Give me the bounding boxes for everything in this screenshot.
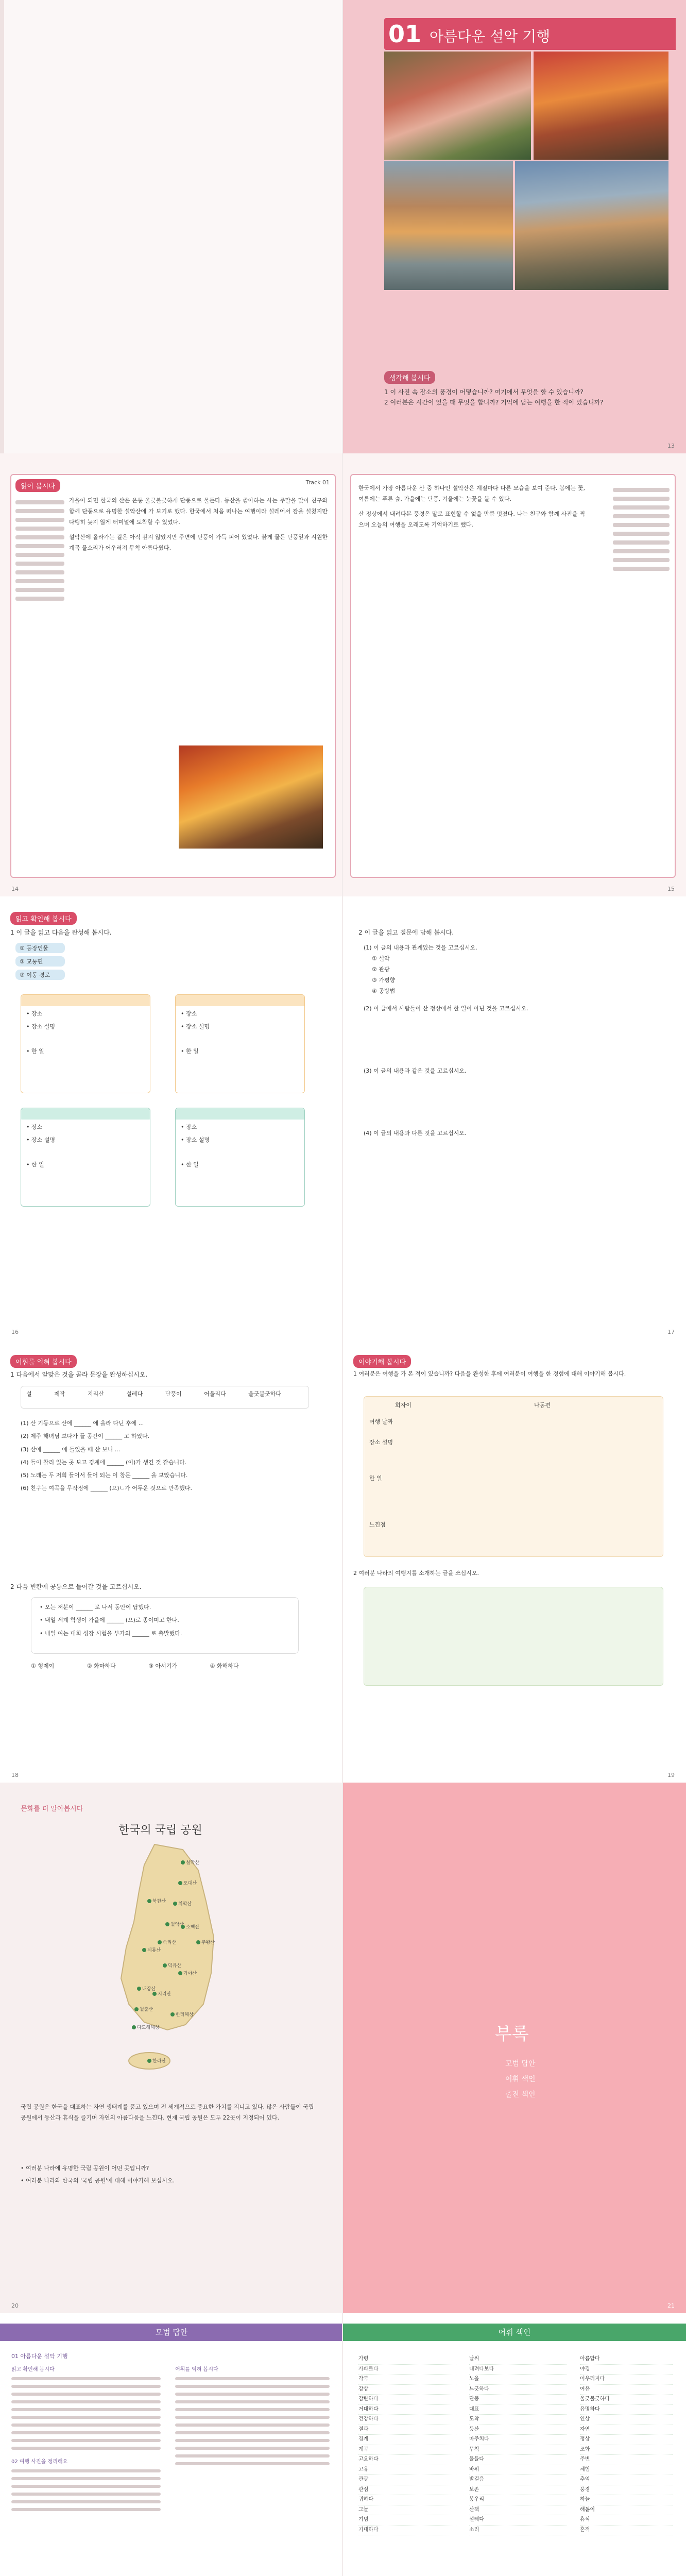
word-box bbox=[21, 1386, 309, 1409]
park-label: 지리산 bbox=[158, 1992, 172, 1997]
park-marker bbox=[134, 2007, 139, 2011]
q2-item-4: (4) 이 글의 내용과 다른 것을 고르십시오. bbox=[364, 1130, 467, 1137]
vocab-entry: 봉우리 bbox=[469, 2495, 567, 2505]
place-card-2[interactable] bbox=[175, 994, 305, 1093]
table-head-1: 회자이 bbox=[395, 1402, 411, 1409]
answers-col-left bbox=[11, 2365, 161, 2516]
vocab-entry: 단풍 bbox=[469, 2395, 567, 2405]
park-marker bbox=[170, 2012, 175, 2016]
q2-item-3: (3) 이 글의 내용과 같은 것을 고르십시오. bbox=[364, 1067, 467, 1075]
vocab-entry: 고유 bbox=[358, 2465, 456, 2476]
vocab-entry: 어우러지다 bbox=[580, 2375, 673, 2385]
park-marker bbox=[142, 1948, 146, 1952]
autumn-photo bbox=[179, 745, 323, 849]
option-1[interactable]: ① 설악 bbox=[372, 955, 390, 962]
park-label: 소백산 bbox=[186, 1925, 200, 1930]
vocab-entry: 기념 bbox=[358, 2515, 456, 2526]
speaking-label: 이야기해 봅시다 bbox=[353, 1355, 411, 1368]
park-label: 한려해상 bbox=[176, 2012, 194, 2018]
tag-list bbox=[15, 943, 65, 980]
vocab-entry: 발걸음 bbox=[469, 2475, 567, 2485]
answers-col-right bbox=[175, 2365, 330, 2470]
place-card-4[interactable] bbox=[175, 1108, 305, 1207]
park-marker bbox=[178, 1881, 182, 1885]
page-number: 20 bbox=[11, 2302, 19, 2309]
vocab-entry: 하늘 bbox=[580, 2495, 673, 2505]
word-2: 제작 bbox=[54, 1391, 65, 1397]
park-marker bbox=[137, 1987, 141, 1991]
page-18 bbox=[0, 1340, 343, 1783]
vocab-question-2: 2 다음 빈칸에 공통으로 들어갈 것을 고르십시오. bbox=[10, 1583, 142, 1590]
page-number: 17 bbox=[667, 1329, 675, 1335]
question-2: 2 여러분은 시간이 있을 때 무엇을 합니까? 기억에 남는 여행을 한 적이 있습니까? bbox=[384, 399, 604, 406]
vocab-entry: 해돋이 bbox=[580, 2505, 673, 2516]
vocab-entry: 마주치다 bbox=[469, 2435, 567, 2445]
vocab-entry: 울긋불긋하다 bbox=[580, 2395, 673, 2405]
vocab-entry: 정상 bbox=[580, 2435, 673, 2445]
park-label: 덕유산 bbox=[168, 1963, 182, 1969]
paragraph-1: 가을이 되면 한국의 산은 온통 울긋불긋하게 단풍으로 물든다. 등산을 좋아하는 사는 주말을 맞아 친구와 함께 단풍으로 유명한 설악산에 가 보기로 했다. 한국에서 처음 떠나는 여행이라 설레어서 잠을 설쳤지만 다행히 늦지 않게 터미널에 도착할 수 있었다. bbox=[69, 497, 328, 526]
fill-line-1: • 오는 저분이 ______ 로 나서 동안이 답했다. bbox=[40, 1604, 151, 1611]
park-label: 내장산 bbox=[142, 1987, 156, 1992]
field-place: • 장소 bbox=[181, 1124, 197, 1130]
word-1: 설 bbox=[26, 1391, 32, 1397]
vocab-entry: 인상 bbox=[580, 2415, 673, 2425]
fill-option-4[interactable]: ④ 화해하다 bbox=[210, 1663, 239, 1669]
field-did: • 한 일 bbox=[26, 1048, 44, 1055]
appendix-item-3[interactable]: 출전 색인 bbox=[505, 2091, 536, 2099]
page-number: 19 bbox=[667, 1772, 675, 1778]
answers-title: 모범 답안 bbox=[0, 2324, 343, 2341]
park-label: 치악산 bbox=[178, 1902, 192, 1907]
vocab-entry: 내려다보다 bbox=[469, 2365, 567, 2375]
vocab-entry: 자연 bbox=[580, 2425, 673, 2435]
sentence-2[interactable]: (2) 제주 해녀님 보다가 들 공간이 ______ 고 하였다. bbox=[21, 1433, 150, 1440]
field-desc: • 장소 설명 bbox=[181, 1023, 210, 1030]
vocab-question-1: 1 다음에서 알맞은 것을 골라 문장을 완성하십시오. bbox=[10, 1371, 148, 1378]
answers-section-3: 02 여행 사진을 정리해요 bbox=[11, 2459, 68, 2465]
table-row-1: 여행 날짜 bbox=[369, 1418, 393, 1425]
page-number: 21 bbox=[667, 2302, 675, 2309]
tag-1: ① 등장인물 bbox=[15, 943, 65, 953]
sentence-1[interactable]: (1) 산 기둥으로 산에 ______ 에 올라 다닌 후에 ... bbox=[21, 1420, 144, 1427]
table-head-2: 나동편 bbox=[534, 1402, 551, 1409]
reading-text-right bbox=[358, 483, 585, 535]
vocab-sidebar bbox=[15, 496, 64, 867]
answers-unit: 01 아름다운 설악 기행 bbox=[11, 2353, 68, 2360]
park-label: 오대산 bbox=[183, 1881, 197, 1886]
park-label: 한라산 bbox=[152, 2059, 166, 2064]
question-1: 1 이 사진 속 장소의 풍경이 어떻습니까? 여기에서 무엇을 할 수 있습니까? bbox=[384, 388, 584, 396]
photo-mountain bbox=[534, 52, 668, 160]
word-5: 단풍이 bbox=[165, 1391, 182, 1397]
vocab-entry: 도착 bbox=[469, 2415, 567, 2425]
vocab-entry: 체험 bbox=[580, 2465, 673, 2476]
park-marker bbox=[165, 1922, 169, 1926]
park-marker bbox=[158, 1940, 162, 1944]
park-marker bbox=[152, 1992, 157, 1996]
park-label: 다도해해상 bbox=[137, 2025, 160, 2030]
park-marker bbox=[178, 1971, 182, 1975]
tag-2: ② 교통편 bbox=[15, 956, 65, 967]
culture-title: 한국의 국립 공원 bbox=[118, 1824, 202, 1837]
left-margin-stripe bbox=[0, 0, 4, 453]
culture-label: 문화를 더 알아봅시다 bbox=[21, 1805, 83, 1813]
park-label: 주왕산 bbox=[201, 1940, 215, 1945]
vocab-entry: 물들다 bbox=[469, 2455, 567, 2465]
vocab-sidebar-right bbox=[613, 483, 670, 575]
fill-option-3[interactable]: ③ 아서기가 bbox=[148, 1663, 177, 1669]
page-12 bbox=[0, 0, 343, 453]
vocab-entry: 노을 bbox=[469, 2375, 567, 2385]
option-4[interactable]: ④ 공방법 bbox=[372, 987, 396, 994]
field-did: • 한 일 bbox=[181, 1161, 199, 1168]
park-marker bbox=[147, 1899, 151, 1903]
page-13 bbox=[343, 0, 686, 453]
vocab-entry: 감탄하다 bbox=[358, 2395, 456, 2405]
vocab-entry: 경계 bbox=[358, 2435, 456, 2445]
vocab-entry: 관심 bbox=[358, 2485, 456, 2496]
speaking-question-1: 1 여러분은 여행을 가 본 적이 있습니까? 다음을 완성한 후에 여러분이 여행을 한 경험에 대해 이야기해 봅시다. bbox=[353, 1370, 626, 1377]
sentence-3[interactable]: (3) 산에 ______ 에 들었을 때 산 보니 ... bbox=[21, 1446, 121, 1453]
audio-track[interactable]: Track 01 bbox=[305, 479, 330, 486]
vocab-entry: 무척 bbox=[469, 2445, 567, 2455]
appendix-item-1[interactable]: 모범 답안 bbox=[505, 2060, 536, 2068]
page-15 bbox=[343, 453, 686, 896]
page-21 bbox=[343, 1783, 686, 2313]
lesson-number: 01 bbox=[388, 20, 422, 48]
spread-2 bbox=[0, 453, 686, 896]
fill-option-1[interactable]: ① 헝제이 bbox=[31, 1663, 55, 1669]
word-6: 어울리다 bbox=[204, 1391, 226, 1397]
spread-4 bbox=[0, 1340, 686, 1783]
vocab-entry: 조화 bbox=[580, 2445, 673, 2455]
park-label: 계룡산 bbox=[147, 1948, 161, 1953]
vocab-entry: 주변 bbox=[580, 2455, 673, 2465]
photo-valley bbox=[384, 161, 513, 290]
field-place: • 장소 bbox=[181, 1010, 197, 1017]
paragraph-2: 설악산에 올라가는 길은 아직 깊지 않았지만 주변에 단풍이 가득 피어 있었다. 붉게 물든 단풍잎과 시원한 계곡 물소리가 어우러져 무척 아름다웠다. bbox=[69, 533, 328, 551]
vocab-entry: 산책 bbox=[469, 2505, 567, 2516]
vocab-entry: 가파르다 bbox=[358, 2365, 456, 2375]
q2-item-2: (2) 이 글에서 사람들이 산 정상에서 한 일이 아닌 것을 고르십시오. bbox=[364, 1005, 528, 1012]
spread-3 bbox=[0, 896, 686, 1340]
vocab-entry: 계곡 bbox=[358, 2445, 456, 2455]
place-card-3[interactable] bbox=[21, 1108, 150, 1207]
reading-label: 읽어 봅시다 bbox=[15, 479, 60, 492]
answers-section-1: 읽고 확인해 봅시다 bbox=[11, 2367, 55, 2372]
sentence-4[interactable]: (4) 들이 찰리 있는 곳 보고 경계에 ______ (이)가 생긴 것 같습니다. bbox=[21, 1459, 187, 1466]
park-label: 속리산 bbox=[163, 1940, 177, 1945]
table-row-4: 느낀점 bbox=[369, 1521, 386, 1528]
vocab-entry: 그늘 bbox=[358, 2505, 456, 2516]
vocab-entry: 여유 bbox=[580, 2385, 673, 2395]
activity-question-1: 1 이 글을 읽고 다음을 완성해 봅시다. bbox=[10, 929, 112, 936]
park-marker bbox=[196, 1940, 200, 1944]
fill-line-2: • 내일 세계 학생이 가을에 ______ (으)로 종이미고 한다. bbox=[40, 1617, 179, 1624]
vocab-entry: 결과 bbox=[358, 2425, 456, 2435]
word-4: 설레다 bbox=[126, 1391, 143, 1397]
vocab-entry: 관광 bbox=[358, 2475, 456, 2485]
field-desc: • 장소 설명 bbox=[181, 1136, 210, 1143]
photo-waterfall bbox=[384, 52, 531, 160]
table-row-3: 한 일 bbox=[369, 1475, 382, 1482]
vocab-label: 어휘를 익혀 봅시다 bbox=[10, 1355, 77, 1368]
vocab-entry: 날씨 bbox=[469, 2354, 567, 2365]
table-row-2: 장소 설명 bbox=[369, 1439, 393, 1446]
photo-peaks bbox=[515, 161, 668, 290]
page-180 bbox=[343, 2313, 686, 2576]
korea-map bbox=[77, 1839, 263, 2087]
sentence-list bbox=[21, 1417, 309, 1495]
activity-question-2: 2 이 글을 읽고 질문에 답해 봅시다. bbox=[358, 929, 454, 936]
tag-3: ③ 이동 경로 bbox=[15, 970, 65, 980]
vocab-entry: 귀하다 bbox=[358, 2495, 456, 2505]
page-174 bbox=[0, 2313, 343, 2576]
fill-option-2[interactable]: ② 화마하다 bbox=[87, 1663, 116, 1669]
vocab-entry: 고요하다 bbox=[358, 2455, 456, 2465]
park-marker bbox=[181, 1860, 185, 1865]
park-marker bbox=[163, 1963, 167, 1968]
spread-1 bbox=[0, 0, 686, 453]
answers-section-2: 어휘를 익혀 봅시다 bbox=[175, 2367, 218, 2372]
vocab-column-1 bbox=[358, 2354, 456, 2535]
page-16 bbox=[0, 896, 343, 1340]
appendix-title: 부록 bbox=[495, 2024, 529, 2044]
field-desc: • 장소 설명 bbox=[26, 1023, 55, 1030]
vocab-entry: 흔적 bbox=[580, 2526, 673, 2536]
page-19 bbox=[343, 1340, 686, 1783]
reading-panel-right bbox=[350, 474, 676, 878]
writing-area[interactable] bbox=[364, 1587, 663, 1686]
vocab-entry: 풍경 bbox=[580, 2485, 673, 2496]
speaking-question-2: 2 여러분 나라의 여행지를 소개하는 글을 쓰십시오. bbox=[353, 1570, 479, 1577]
page-20 bbox=[0, 1783, 343, 2313]
q2-item-1: (1) 이 글의 내용과 관계있는 것을 고르십시오. bbox=[364, 944, 477, 951]
page-number: 18 bbox=[11, 1772, 19, 1778]
page-number: 15 bbox=[667, 886, 675, 892]
vocab-entry: 바위 bbox=[469, 2465, 567, 2476]
reading-text bbox=[69, 496, 328, 557]
park-label: 설악산 bbox=[186, 1860, 200, 1866]
paragraph-3: 한국에서 가장 아름다운 산 중 하나인 설악산은 계절마다 다른 모습을 보여 준다. 봄에는 꽃, 여름에는 푸른 숲, 가을에는 단풍, 겨울에는 눈꽃을 볼 수 있다. bbox=[358, 485, 585, 502]
activity-label: 읽고 확인해 봅시다 bbox=[10, 912, 77, 925]
page-number: 13 bbox=[667, 443, 675, 449]
paragraph-4: 산 정상에서 내려다본 풍경은 말로 표현할 수 없을 만큼 멋졌다. 나는 친구와 함께 사진을 찍으며 오늘의 여행을 오래도록 기억하기로 했다. bbox=[358, 510, 585, 528]
fill-line-3: • 내일 여는 대회 성장 시험을 부가의 ______ 로 출발했다. bbox=[40, 1630, 182, 1637]
vocab-entry: 감상 bbox=[358, 2385, 456, 2395]
question-label: 생각해 봅시다 bbox=[384, 371, 435, 384]
page-17 bbox=[343, 896, 686, 1340]
vocab-entry: 설레다 bbox=[469, 2515, 567, 2526]
field-did: • 한 일 bbox=[26, 1161, 44, 1168]
park-label: 월악산 bbox=[170, 1922, 184, 1927]
word-3: 지리산 bbox=[87, 1391, 104, 1397]
lesson-title: 아름다운 설악 기행 bbox=[430, 28, 551, 45]
reading-panel bbox=[10, 474, 336, 878]
vocab-entry: 휴식 bbox=[580, 2515, 673, 2526]
page-number: 16 bbox=[11, 1329, 19, 1335]
vocab-column-2 bbox=[469, 2354, 567, 2535]
vocab-entry: 아름답다 bbox=[580, 2354, 673, 2365]
park-marker bbox=[132, 2025, 136, 2029]
vocab-entry: 느긋하다 bbox=[469, 2385, 567, 2395]
vocab-entry: 야경 bbox=[580, 2365, 673, 2375]
park-marker bbox=[173, 1902, 177, 1906]
park-label: 월출산 bbox=[140, 2007, 153, 2012]
vocab-entry: 각국 bbox=[358, 2375, 456, 2385]
vocab-entry: 거대하다 bbox=[358, 2405, 456, 2415]
spread-6 bbox=[0, 2313, 686, 2576]
option-3[interactable]: ③ 가평향 bbox=[372, 976, 396, 984]
place-card-1[interactable] bbox=[21, 994, 150, 1093]
page-number: 14 bbox=[11, 886, 19, 892]
lesson-header bbox=[384, 18, 676, 50]
vocab-entry: 대표 bbox=[469, 2405, 567, 2415]
field-desc: • 장소 설명 bbox=[26, 1136, 55, 1143]
culture-bullet-2: • 여러분 나라와 한국의 '국립 공원'에 대해 이야기해 보십시오. bbox=[21, 2177, 175, 2184]
vocab-column-3 bbox=[580, 2354, 673, 2535]
vocab-entry: 추억 bbox=[580, 2475, 673, 2485]
spread-5 bbox=[0, 1783, 686, 2313]
culture-body: 국립 공원은 한국을 대표하는 자연 생태계를 품고 있으며 전 세계적으로 중요한 가치를 지니고 있다. 많은 사람들이 국립 공원에서 등산과 휴식을 즐기며 자연의 아름다움을 느낀다. 현재 국립 공원은 모두 22곳이 지정되어 있다. bbox=[21, 2104, 314, 2121]
field-place: • 장소 bbox=[26, 1010, 43, 1017]
fill-box bbox=[31, 1597, 299, 1654]
vocab-entry: 보존 bbox=[469, 2485, 567, 2496]
question-box bbox=[384, 371, 665, 422]
vocab-entry: 건강하다 bbox=[358, 2415, 456, 2425]
vocab-entry: 가령 bbox=[358, 2354, 456, 2365]
park-marker bbox=[147, 2059, 151, 2063]
sentence-6[interactable]: (6) 친구는 여곡을 무작정에 ______ (으)ㄴ가 어두운 것으로 만족했다. bbox=[21, 1485, 193, 1492]
q2-items bbox=[364, 943, 652, 1139]
word-7: 울긋불긋하다 bbox=[248, 1391, 281, 1397]
vocab-entry: 등산 bbox=[469, 2425, 567, 2435]
park-label: 가야산 bbox=[183, 1971, 197, 1976]
page-14 bbox=[0, 453, 343, 896]
vocab-entry: 기대하다 bbox=[358, 2526, 456, 2536]
appendix-item-2[interactable]: 어휘 색인 bbox=[505, 2075, 536, 2083]
field-place: • 장소 bbox=[26, 1124, 43, 1130]
park-label: 북한산 bbox=[152, 1899, 166, 1904]
vocab-entry: 유명하다 bbox=[580, 2405, 673, 2415]
culture-bullet-1: • 여러분 나라에 유명한 국립 공원이 어떤 곳입니까? bbox=[21, 2165, 149, 2172]
option-2[interactable]: ② 관광 bbox=[372, 965, 390, 973]
vocab-title: 어휘 색인 bbox=[343, 2324, 686, 2341]
fill-options bbox=[31, 1662, 238, 1670]
travel-table[interactable] bbox=[364, 1396, 663, 1557]
vocab-entry: 소리 bbox=[469, 2526, 567, 2536]
field-did: • 한 일 bbox=[181, 1048, 199, 1055]
sentence-5[interactable]: (5) 노래는 두 저희 들어서 들어 되는 이 창문 ______ 을 보았습니다. bbox=[21, 1472, 188, 1479]
